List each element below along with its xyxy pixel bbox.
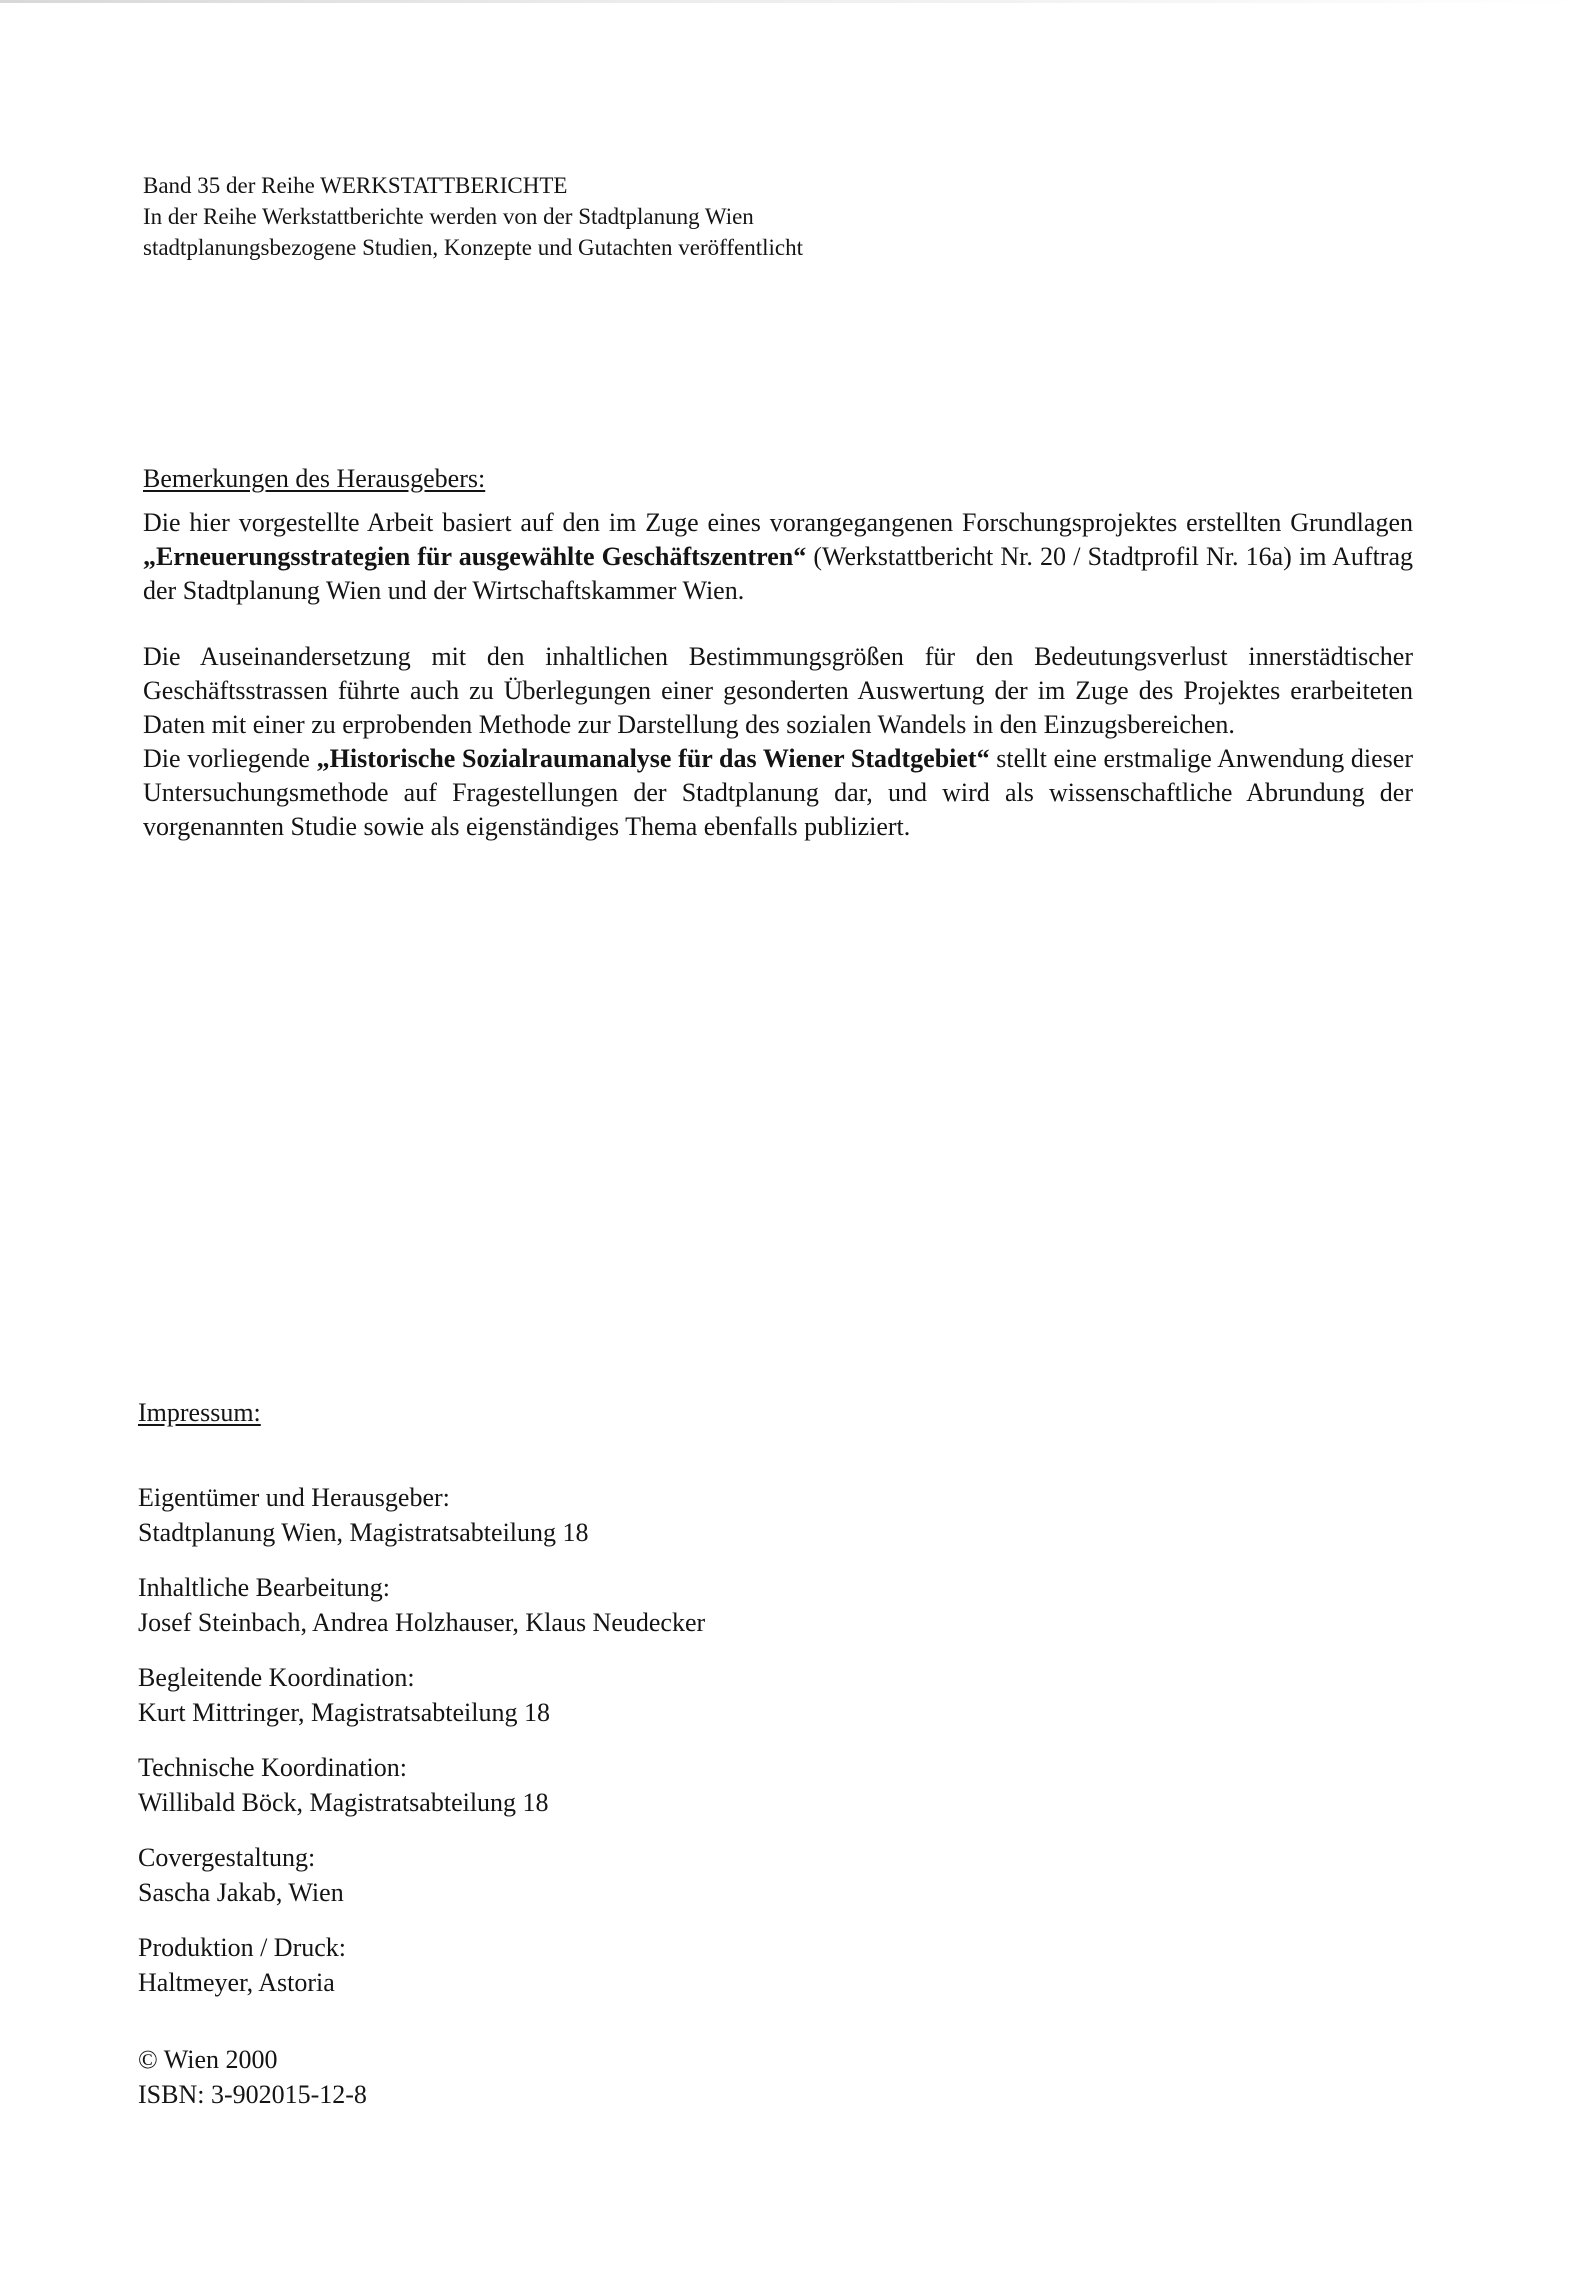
isbn: ISBN: 3-902015-12-8: [138, 2080, 367, 2109]
entry-value: Sascha Jakab, Wien: [138, 1878, 344, 1907]
impressum: [138, 1395, 1038, 2112]
impressum-heading: Impressum:: [138, 1398, 261, 1427]
series-line-2: In der Reihe Werkstattberichte werden von der Stadtplanung Wien: [143, 204, 754, 229]
publisher-remarks: [143, 462, 1413, 876]
entry-value: Kurt Mittringer, Magistratsabteilung 18: [138, 1698, 551, 1727]
entry-value: Willibald Böck, Magistratsabteilung 18: [138, 1788, 549, 1817]
impressum-entry-production: [138, 1930, 1038, 2000]
impressum-entry-owner: [138, 1480, 1038, 1550]
impressum-entry-coordination: [138, 1660, 1038, 1730]
remarks-p1-text-start: Die hier vorgestellte Arbeit basiert auf den im Zuge eines vorangegangenen Forschungsprojektes erstellten Grundlagen: [143, 508, 1413, 537]
impressum-entry-technical: [138, 1750, 1038, 1820]
remarks-p3-title: „Historische Sozialraumanalyse für das Wiener Stadtgebiet“: [316, 744, 990, 773]
entry-label: Technische Koordination:: [138, 1753, 407, 1782]
entry-label: Covergestaltung:: [138, 1843, 316, 1872]
remarks-heading: Bemerkungen des Herausgebers:: [143, 464, 486, 493]
series-line-3: stadtplanungsbezogene Studien, Konzepte und Gutachten veröffentlicht: [143, 235, 803, 260]
copyright: © Wien 2000: [138, 2045, 278, 2074]
remarks-paragraph-1: [143, 506, 1413, 608]
copyright-block: [138, 2042, 1038, 2112]
remarks-p3-text-end: stellt eine erstmalige Anwendung dieser Untersuchungsmethode auf Fragestellungen der Stadtplanung dar, und wird als wissenschaftliche Abrundung der vorgenannten Studie sowie als eigenständiges Thema ebenfalls publiziert.: [143, 744, 1413, 841]
entry-value: Stadtplanung Wien, Magistratsabteilung 18: [138, 1518, 589, 1547]
series-line-1: Band 35 der Reihe WERKSTATTBERICHTE: [143, 173, 568, 198]
entry-value: Josef Steinbach, Andrea Holzhauser, Klaus Neudecker: [138, 1608, 706, 1637]
entry-value: Haltmeyer, Astoria: [138, 1968, 335, 1997]
impressum-entry-content: [138, 1570, 1038, 1640]
entry-label: Produktion / Druck:: [138, 1933, 346, 1962]
top-edge-rule: [0, 0, 1580, 3]
entry-label: Inhaltliche Bearbeitung:: [138, 1573, 390, 1602]
series-info: [143, 170, 1343, 263]
remarks-p3-text-start: Die vorliegende: [143, 744, 317, 773]
remarks-paragraph-2: Die Auseinandersetzung mit den inhaltlichen Bestimmungsgrößen für den Bedeutungsverlust innerstädtischer Geschäftsstrassen führte auch zu Überlegungen einer gesonderten Auswertung der im Zuge des Projektes erarbeiteten Daten mit einer zu erprobenden Methode zur Darstellung des sozialen Wandels in den Einzugsbereichen.: [143, 642, 1413, 739]
remarks-p1-title: „Erneuerungsstrategien für ausgewählte Geschäftszentren“: [143, 542, 807, 571]
impressum-entry-cover: [138, 1840, 1038, 1910]
remarks-p1-text-end: (Werkstattbericht Nr. 20 / Stadtprofil Nr. 16a) im Auftrag der Stadtplanung Wien und der Wirtschaftskammer Wien.: [143, 542, 1413, 605]
entry-label: Eigentümer und Herausgeber:: [138, 1483, 450, 1512]
entry-label: Begleitende Koordination:: [138, 1663, 415, 1692]
remarks-paragraph-3: [143, 742, 1413, 844]
